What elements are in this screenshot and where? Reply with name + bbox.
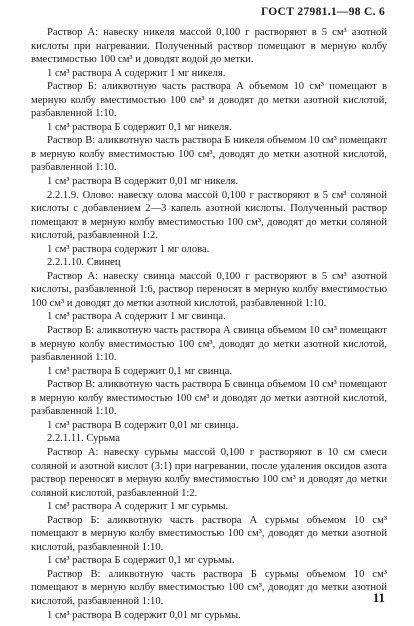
paragraph: 1 см³ раствора А содержит 1 мг свинца.	[47, 311, 226, 323]
paragraph: Раствор Б: аликвотную часть раствора А свинца объемом 10 см³ помещают в мерную колбу вместимостью 100 см³, доводят до метки азотной кислотой, разбавленной 1:10.	[31, 325, 387, 364]
paragraph: 1 см³ раствора Б содержит 0,1 мг сурьмы.	[47, 555, 235, 567]
paragraph: 1 см³ раствора А содержит 1 мг сурьмы.	[47, 501, 229, 513]
paragraph: Раствор А: навеску сурьмы массой 0,100 г растворяют в 10 см смеси соляной и азотной кислот (3:1) при нагревании, после удаления оксидов азота раствор переносят в мерную колбу вместимостью 100 см³ и доводят до метки соляной кислотой, разбавленной 1:2.	[31, 446, 387, 499]
paragraph: Раствор В: аликвотную часть раствора Б никеля объемом 10 см³ помещают в мерную колбу вместимостью 100 см³, доводят до метки азотной кислотой, разбавленной 1:10.	[31, 135, 387, 174]
page-header: ГОСТ 27981.1—98 С. 6	[260, 6, 385, 18]
paragraph: Раствор А: навеску свинца массой 0,100 г растворяют в 5 см³ азотной кислоты, разбавленной 1:6, раствор переносят в мерную колбу вместимостью 100 см³ и доводят до метки азотной кислотой, разбавленной 1:10.	[31, 270, 387, 309]
paragraph: 1 см³ раствора содержит 1 мг олова.	[47, 243, 210, 255]
paragraph: 2.2.1.9. Олово: навеску олова массой 0,100 г растворяют в 5 см³ соляной кислоты с добавлением 2—3 капель азотной кислоты. Полученный раствор помещают в мерную колбу вместимостью 100 см³, доводят до метки соляной кислотой, разбавленной 1:2.	[31, 189, 387, 242]
paragraph: Раствор Б: аликвотную часть раствора А сурьмы объемом 10 см³ помещают в мерную колбу вместимостью 100 см³, доводят до метки азотной кислотой, разбавленной 1:10.	[31, 514, 387, 553]
section-heading: 2.2.1.10. Свинец	[47, 257, 121, 269]
page-number: 11	[372, 590, 385, 605]
paragraph: 1 см³ раствора Б содержит 0,1 мг свинца.	[47, 365, 233, 377]
paragraph: 1 см³ раствора В содержит 0,01 мг свинца.	[47, 419, 239, 431]
document-body	[31, 26, 387, 622]
paragraph: 1 см³ раствора В содержит 0,01 мг никеля.	[47, 176, 239, 188]
paragraph: Раствор Б: аликвотную часть раствора А объемом 10 см³ помещают в мерную колбу вместимостью 100 см³ и доводят до метки азотной кислотой, разбавленной 1:10.	[31, 81, 387, 120]
paragraph: 1 см³ раствора В содержит 0,01 мг сурьмы.	[47, 609, 241, 621]
paragraph: 1 см³ раствора Б содержит 0,1 мг никеля.	[47, 121, 232, 133]
paragraph: Раствор А: навеску никеля массой 0,100 г растворяют в 5 см³ азотной кислоты при нагревании. Полученный раствор помещают в мерную колбу вместимостью 100 см³ и доводят водой до метки.	[31, 27, 387, 66]
paragraph: Раствор В: аликвотную часть раствора Б сурьмы объемом 10 см³ помещают в мерную колбу вместимостью 100 см³, доводят до метки азотной кислотой, разбавленной 1:10.	[31, 568, 387, 607]
section-heading: 2.2.1.11. Сурьма	[47, 433, 120, 445]
paragraph: Раствор В: аликвотную часть раствора Б свинца объемом 10 см³ помещают в мерную колбу вместимостью 100 см³ и доводят до метки азотной кислотой, разбавленной 1:10.	[31, 379, 387, 418]
paragraph: 1 см³ раствора А содержит 1 мг никеля.	[47, 67, 226, 79]
